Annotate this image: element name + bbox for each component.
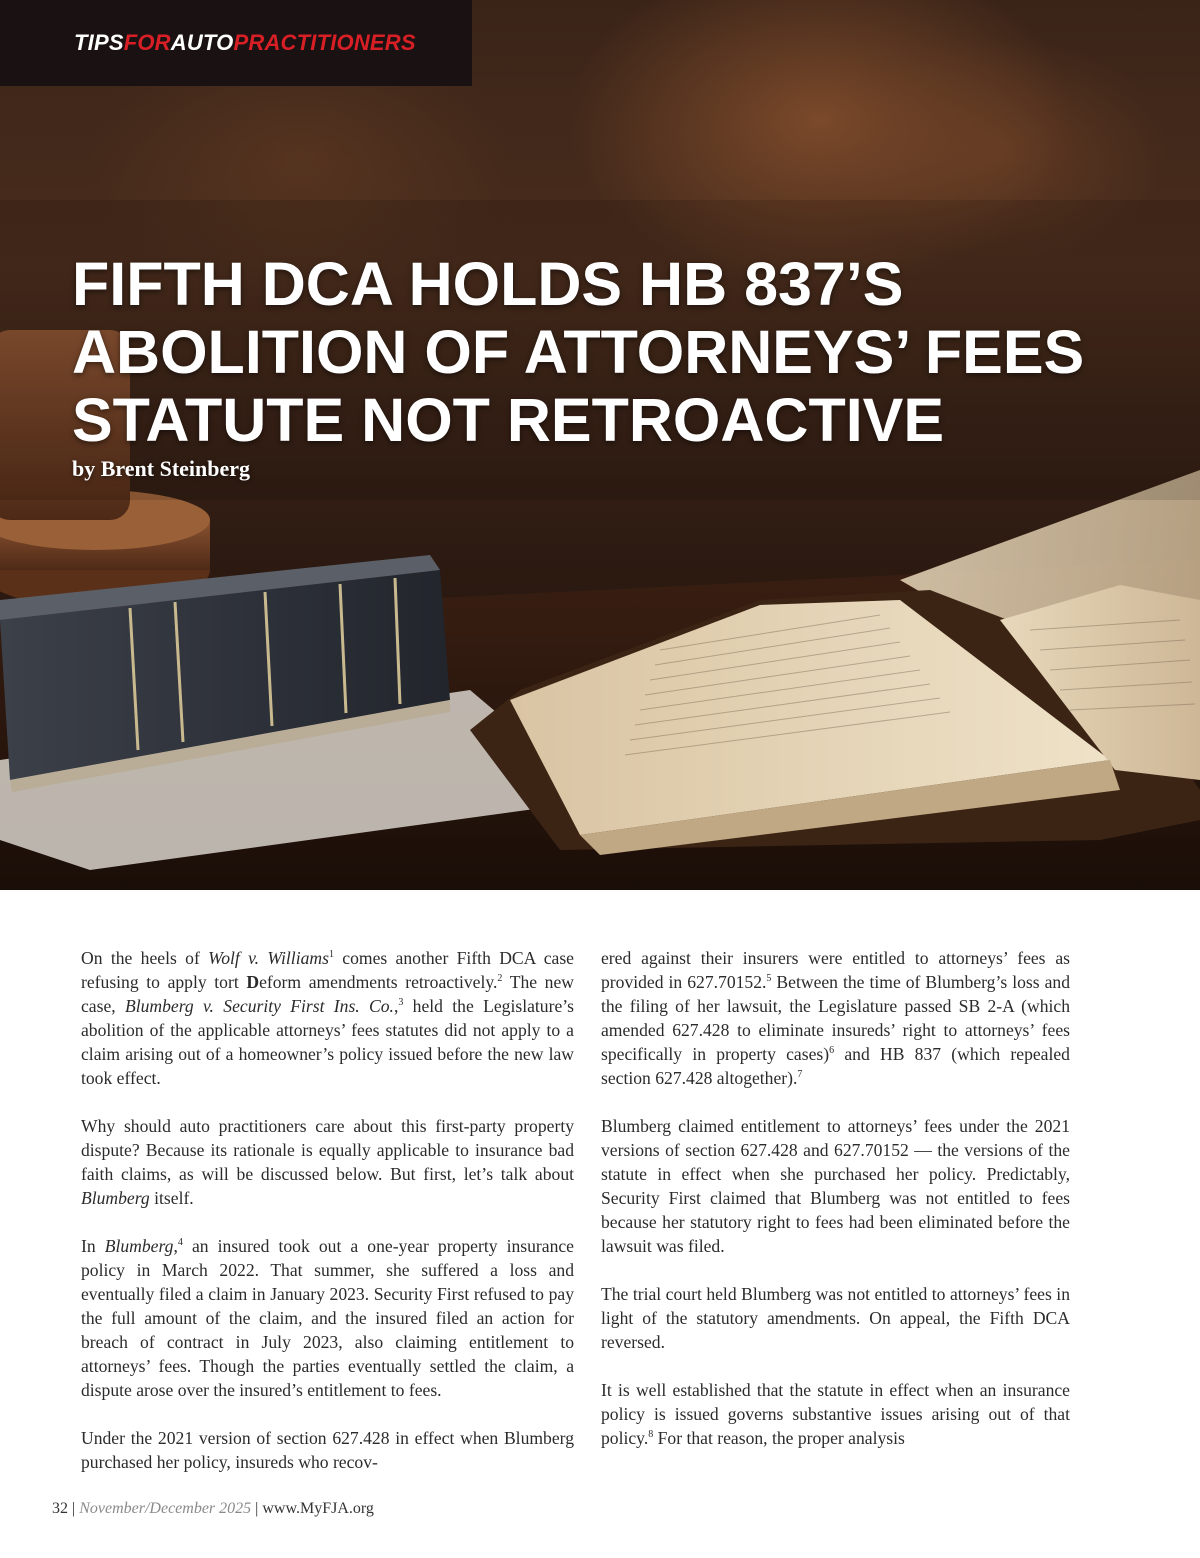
footnote-ref: 3 [398, 997, 404, 1009]
article-column-right [601, 946, 1070, 1474]
article-column-left [81, 946, 574, 1498]
paragraph: On the heels of Wolf v. Williams$^1$ comes another Fifth DCA case refusing to apply tort Deform amendments retroactively.$^2$ The new case, Blumberg v. Security First Ins. Co.,$^3$ held the Legislature’s abolition of the applicable attorneys’ fees statutes did not apply to a claim arising out of a homeowner’s policy issued before the new law took effect. [81, 948, 574, 1088]
case-citation: Wolf v. Williams [208, 948, 329, 968]
page-number: 32 [52, 1500, 68, 1517]
section-kicker-box [0, 0, 472, 86]
paragraph: Blumberg claimed entitlement to attorneys’ fees under the 2021 versions of section 627.428 and 627.70152 — the versions of the statute in effect when she purchased her policy. Predictably, Security First claimed that Blumberg was not entitled to fees because her statutory right to fees had been eliminated before the lawsuit was filed. [601, 1116, 1070, 1256]
footnote-ref: 4 [177, 1237, 183, 1249]
headline-line: STATUTE NOT RETROACTIVE [72, 386, 945, 454]
footnote-ref: 2 [497, 973, 503, 985]
website-link[interactable]: www.MyFJA.org [262, 1500, 374, 1517]
page-footer: 32 | November/December 2025 | www.MyFJA.org [52, 1500, 374, 1517]
author-byline: by Brent Steinberg [72, 456, 251, 481]
issue-date: November/December 2025 [79, 1500, 252, 1517]
case-citation: Blumberg [104, 1236, 174, 1256]
paragraph: Why should auto practitioners care about this first-party property dispute? Because its rationale is equally applicable to insurance bad faith claims, as will be discussed below. But first, let’s talk about Blumberg itself. [81, 1116, 574, 1208]
footnote-ref: 6 [829, 1045, 835, 1057]
paragraph: Under the 2021 version of section 627.428 in effect when Blumberg purchased her policy, insureds who recov- [81, 1428, 574, 1472]
headline-line: ABOLITION OF ATTORNEYS’ FEES [72, 318, 1085, 386]
footnote-ref: 1 [328, 949, 334, 961]
footnote-ref: 7 [797, 1069, 803, 1081]
article-headline [72, 250, 1152, 454]
paragraph: It is well established that the statute in effect when an insurance policy is issued governs substantive issues arising out of that policy.$^8$ For that reason, the proper analysis [601, 1380, 1070, 1448]
case-citation: Blumberg [81, 1188, 150, 1208]
section-kicker: TIPSFORAUTOPRACTITIONERS [74, 30, 416, 55]
case-citation: Blumberg v. Security First Ins. Co. [125, 996, 394, 1016]
paragraph: The trial court held Blumberg was not entitled to attorneys’ fees in light of the statutory amendments. On appeal, the Fifth DCA reversed. [601, 1284, 1070, 1352]
paragraph: In Blumberg,$^4$ an insured took out a one-year property insurance policy in March 2022. That summer, she suffered a loss and eventually filed a claim in January 2023. Security First refused to pay the full amount of the claim, and the insured filed an action for breach of contract in July 2023, also claiming entitlement to attorneys’ fees. Though the parties eventually settled the claim, a dispute arose over the insured’s entitlement to fees. [81, 1236, 574, 1400]
footnote-ref: 8 [648, 1429, 654, 1441]
paragraph: ered against their insurers were entitled to attorneys’ fees as provided in 627.70152.$^5$ Between the time of Blumberg’s loss and the filing of her lawsuit, the Legislature passed SB 2-A (which amended 627.428 to eliminate insureds’ right to attorneys’ fees specifically in property cases)$^6$ and HB 837 (which repealed section 627.428 altogether).$^7$ [601, 948, 1071, 1088]
footnote-ref: 5 [766, 973, 772, 985]
headline-line: FIFTH DCA HOLDS HB 837’S [72, 250, 904, 318]
